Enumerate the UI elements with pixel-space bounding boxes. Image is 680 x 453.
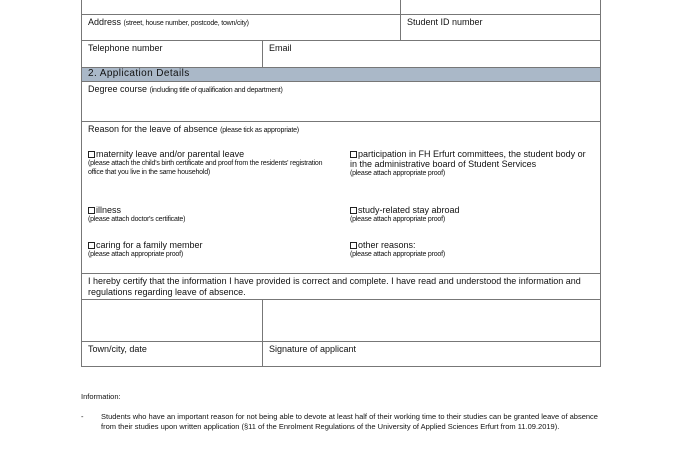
- checkbox-icon[interactable]: [88, 207, 95, 214]
- signature-input[interactable]: [262, 300, 600, 341]
- town-date-input[interactable]: [82, 300, 262, 341]
- degree-row: [82, 82, 600, 122]
- degree-course-field[interactable]: [82, 82, 600, 121]
- degree-hint: (including title of qualification and department): [149, 87, 283, 94]
- email-field[interactable]: [262, 41, 600, 67]
- certify-row: [82, 274, 600, 300]
- option-note: (please attach appropriate proof): [350, 216, 445, 223]
- reason-hint: (please tick as appropriate): [220, 127, 299, 134]
- option-label: maternity leave and/or parental leave: [96, 149, 245, 159]
- leave-of-absence-form: [81, 0, 601, 367]
- degree-label: Degree course: [88, 84, 148, 94]
- option-note: (please attach appropriate proof): [350, 170, 445, 177]
- checkbox-icon[interactable]: [88, 151, 95, 158]
- top-left-field[interactable]: [82, 0, 400, 14]
- information-section: [81, 392, 601, 431]
- address-row: [82, 15, 600, 41]
- option-label: participation in FH Erfurt committees, the student body or in the administrative board of Student Services: [350, 149, 586, 169]
- option-note: (please attach appropriate proof): [350, 251, 445, 258]
- student-id-field[interactable]: [400, 15, 600, 40]
- top-right-field[interactable]: [400, 0, 600, 14]
- information-item: Students who have an important reason for not being able to devote at least half of their working time to their studies can be granted leave of absence from their studies upon written application (§11 of the Enrolment Regulations of the University of Applied Sciences Erfurt from 11.09.2019).: [101, 412, 598, 431]
- option-note: (please attach appropriate proof): [88, 251, 183, 258]
- reason-label: Reason for the leave of absence: [88, 124, 218, 134]
- signature-label: Signature of applicant: [262, 342, 600, 366]
- contact-row: [82, 41, 600, 68]
- address-hint: (street, house number, postcode, town/city): [123, 20, 249, 27]
- telephone-field[interactable]: [82, 41, 262, 67]
- option-note: (please attach doctor's certificate): [88, 216, 186, 223]
- option-label: other reasons:: [358, 240, 416, 250]
- option-study-abroad[interactable]: [350, 205, 590, 224]
- option-label: study-related stay abroad: [358, 205, 460, 215]
- address-label: Address: [88, 17, 122, 27]
- checkbox-icon[interactable]: [350, 207, 357, 214]
- option-other-reasons[interactable]: [350, 240, 590, 259]
- address-field[interactable]: [82, 15, 400, 40]
- signature-space-row: [82, 300, 600, 342]
- bullet-icon: -: [81, 412, 84, 421]
- section-header-application-details: 2. Application Details: [82, 68, 600, 82]
- town-date-label: Town/city, date: [88, 344, 147, 354]
- telephone-label: Telephone number: [88, 43, 163, 53]
- option-label: illness: [96, 205, 122, 215]
- signature-label-row: [82, 342, 600, 367]
- reason-row: [82, 122, 600, 274]
- checkbox-icon[interactable]: [350, 151, 357, 158]
- option-committee-participation[interactable]: [350, 149, 590, 178]
- student-id-label: Student ID number: [407, 17, 483, 27]
- certification-statement: I hereby certify that the information I have provided is correct and complete. I have read and understood the information and regulations regarding leave of absence.: [88, 276, 581, 297]
- option-illness[interactable]: [88, 205, 338, 224]
- checkbox-icon[interactable]: [88, 242, 95, 249]
- option-caring-family[interactable]: [88, 240, 338, 259]
- top-row: [82, 0, 600, 15]
- option-maternity-leave[interactable]: [88, 149, 338, 177]
- information-title: Information:: [81, 392, 121, 401]
- email-label: Email: [269, 43, 292, 53]
- checkbox-icon[interactable]: [350, 242, 357, 249]
- option-label: caring for a family member: [96, 240, 203, 250]
- option-note: (please attach the child's birth certificate and proof from the residents' registration office that you live in the same household): [88, 160, 323, 176]
